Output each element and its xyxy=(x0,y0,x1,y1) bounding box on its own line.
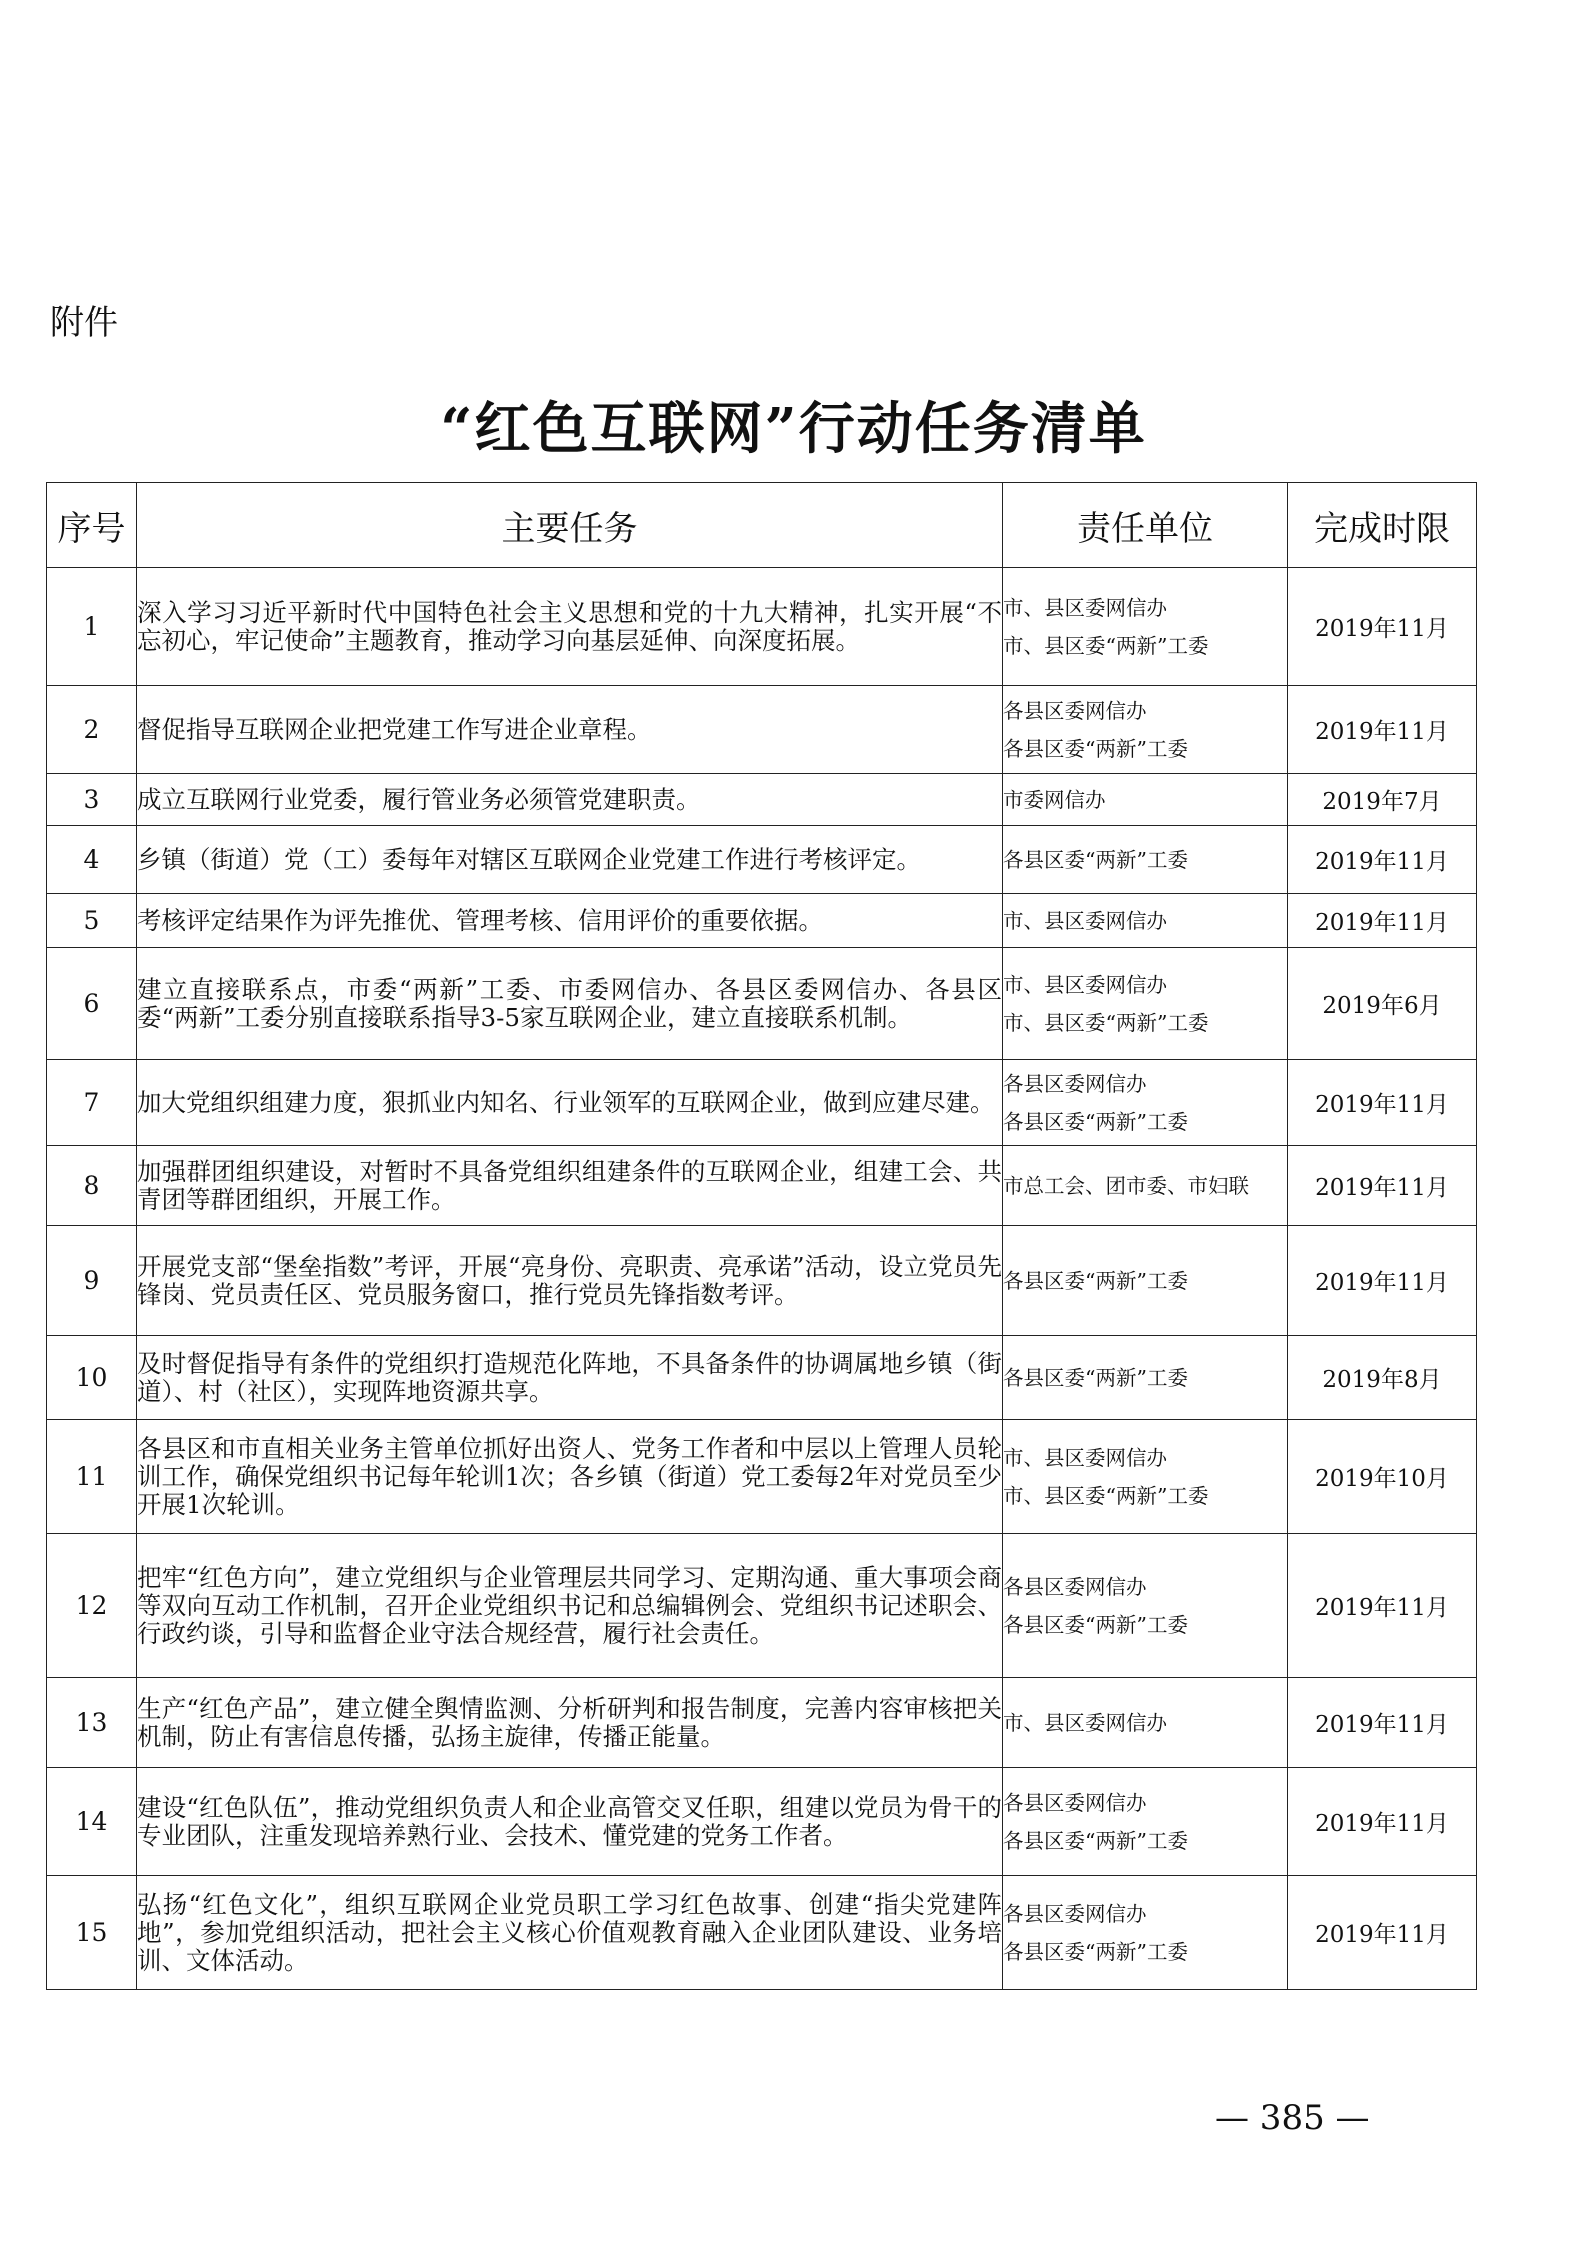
unit-line: 市、县区委“两新”工委 xyxy=(1003,1010,1209,1035)
unit-line: 各县区委“两新”工委 xyxy=(1003,1828,1188,1853)
document-title: “红色互联网”行动任务清单 xyxy=(440,396,1147,462)
attachment-label: 附件 xyxy=(50,303,118,343)
row-task: 督促指导互联网企业把党建工作写进企业章程。 xyxy=(137,686,1003,774)
row-number: 14 xyxy=(47,1768,137,1876)
row-unit xyxy=(1003,1060,1288,1146)
row-task: 成立互联网行业党委，履行管业务必须管党建职责。 xyxy=(137,774,1003,826)
row-number: 13 xyxy=(47,1678,137,1768)
row-deadline: 2019年11月 xyxy=(1288,1534,1477,1678)
table-row xyxy=(47,948,1477,1060)
row-task: 加强群团组织建设，对暂时不具备党组织组建条件的互联网企业，组建工会、共青团等群团组织，开展工作。 xyxy=(137,1146,1003,1226)
row-task: 加大党组织组建力度，狠抓业内知名、行业领军的互联网企业，做到应建尽建。 xyxy=(137,1060,1003,1146)
row-unit xyxy=(1003,568,1288,686)
row-task: 弘扬“红色文化”，组织互联网企业党员职工学习红色故事、创建“指尖党建阵地”，参加党组织活动，把社会主义核心价值观教育融入企业团队建设、业务培训、文体活动。 xyxy=(137,1876,1003,1990)
row-unit xyxy=(1003,1768,1288,1876)
unit-line: 各县区委网信办 xyxy=(1003,1574,1147,1599)
row-unit xyxy=(1003,894,1288,948)
unit-line: 市、县区委“两新”工委 xyxy=(1003,1483,1209,1508)
row-task: 把牢“红色方向”，建立党组织与企业管理层共同学习、定期沟通、重大事项会商等双向互动工作机制，召开企业党组织书记和总编辑例会、党组织书记述职会、行政约谈，引导和监督企业守法合规经营，履行社会责任。 xyxy=(137,1534,1003,1678)
row-number: 7 xyxy=(47,1060,137,1146)
row-number: 3 xyxy=(47,774,137,826)
row-number: 12 xyxy=(47,1534,137,1678)
unit-line: 市、县区委网信办 xyxy=(1003,1445,1167,1470)
row-unit xyxy=(1003,826,1288,894)
unit-line: 市、县区委网信办 xyxy=(1003,908,1167,933)
table-row xyxy=(47,1534,1477,1678)
row-number: 15 xyxy=(47,1876,137,1990)
row-number: 2 xyxy=(47,686,137,774)
page-number: — 385 — xyxy=(1215,2098,1370,2138)
header-no: 序号 xyxy=(47,483,137,568)
unit-line: 各县区委“两新”工委 xyxy=(1003,736,1188,761)
row-number: 9 xyxy=(47,1226,137,1336)
header-unit: 责任单位 xyxy=(1003,483,1288,568)
row-deadline: 2019年11月 xyxy=(1288,894,1477,948)
row-number: 10 xyxy=(47,1336,137,1420)
row-deadline: 2019年10月 xyxy=(1288,1420,1477,1534)
unit-line: 各县区委“两新”工委 xyxy=(1003,1939,1188,1964)
table-row xyxy=(47,894,1477,948)
row-deadline: 2019年8月 xyxy=(1288,1336,1477,1420)
row-deadline: 2019年7月 xyxy=(1288,774,1477,826)
unit-line: 市总工会、团市委、市妇联 xyxy=(1003,1173,1249,1198)
unit-line: 各县区委网信办 xyxy=(1003,1071,1147,1096)
row-unit xyxy=(1003,774,1288,826)
unit-line: 市、县区委网信办 xyxy=(1003,595,1167,620)
row-unit xyxy=(1003,1146,1288,1226)
table-header-row xyxy=(47,483,1477,568)
unit-line: 各县区委“两新”工委 xyxy=(1003,1612,1188,1637)
unit-line: 各县区委“两新”工委 xyxy=(1003,1268,1188,1293)
table-row xyxy=(47,686,1477,774)
row-deadline: 2019年11月 xyxy=(1288,1876,1477,1990)
row-deadline: 2019年11月 xyxy=(1288,1226,1477,1336)
row-unit xyxy=(1003,948,1288,1060)
row-deadline: 2019年11月 xyxy=(1288,1146,1477,1226)
unit-line: 市、县区委“两新”工委 xyxy=(1003,633,1209,658)
table-row xyxy=(47,1060,1477,1146)
row-task: 建立直接联系点，市委“两新”工委、市委网信办、各县区委网信办、各县区委“两新”工委分别直接联系指导3-5家互联网企业，建立直接联系机制。 xyxy=(137,948,1003,1060)
task-table xyxy=(46,482,1477,1990)
table-row xyxy=(47,1678,1477,1768)
row-deadline: 2019年6月 xyxy=(1288,948,1477,1060)
unit-line: 各县区委网信办 xyxy=(1003,1790,1147,1815)
row-unit xyxy=(1003,1226,1288,1336)
unit-line: 各县区委“两新”工委 xyxy=(1003,1109,1188,1134)
row-deadline: 2019年11月 xyxy=(1288,1678,1477,1768)
row-task: 及时督促指导有条件的党组织打造规范化阵地，不具备条件的协调属地乡镇（街道）、村（社区），实现阵地资源共享。 xyxy=(137,1336,1003,1420)
header-time: 完成时限 xyxy=(1288,483,1477,568)
header-task: 主要任务 xyxy=(137,483,1003,568)
table-row xyxy=(47,826,1477,894)
row-deadline: 2019年11月 xyxy=(1288,1768,1477,1876)
row-unit xyxy=(1003,1534,1288,1678)
row-deadline: 2019年11月 xyxy=(1288,568,1477,686)
table-body xyxy=(47,568,1477,1990)
table-row xyxy=(47,1146,1477,1226)
row-number: 5 xyxy=(47,894,137,948)
table-row xyxy=(47,1420,1477,1534)
row-task: 乡镇（街道）党（工）委每年对辖区互联网企业党建工作进行考核评定。 xyxy=(137,826,1003,894)
row-deadline: 2019年11月 xyxy=(1288,1060,1477,1146)
row-number: 4 xyxy=(47,826,137,894)
row-deadline: 2019年11月 xyxy=(1288,826,1477,894)
unit-line: 市、县区委网信办 xyxy=(1003,972,1167,997)
row-number: 11 xyxy=(47,1420,137,1534)
row-task: 深入学习习近平新时代中国特色社会主义思想和党的十九大精神，扎实开展“不忘初心，牢记使命”主题教育，推动学习向基层延伸、向深度拓展。 xyxy=(137,568,1003,686)
row-unit xyxy=(1003,1876,1288,1990)
row-number: 8 xyxy=(47,1146,137,1226)
row-number: 6 xyxy=(47,948,137,1060)
unit-line: 各县区委“两新”工委 xyxy=(1003,847,1188,872)
table-row xyxy=(47,774,1477,826)
unit-line: 各县区委“两新”工委 xyxy=(1003,1365,1188,1390)
table-row xyxy=(47,568,1477,686)
row-task: 各县区和市直相关业务主管单位抓好出资人、党务工作者和中层以上管理人员轮训工作，确保党组织书记每年轮训1次；各乡镇（街道）党工委每2年对党员至少开展1次轮训。 xyxy=(137,1420,1003,1534)
row-unit xyxy=(1003,1678,1288,1768)
unit-line: 市、县区委网信办 xyxy=(1003,1710,1167,1735)
row-task: 建设“红色队伍”，推动党组织负责人和企业高管交叉任职，组建以党员为骨干的专业团队，注重发现培养熟行业、会技术、懂党建的党务工作者。 xyxy=(137,1768,1003,1876)
row-unit xyxy=(1003,686,1288,774)
table-row xyxy=(47,1336,1477,1420)
unit-line: 市委网信办 xyxy=(1003,787,1106,812)
row-task: 考核评定结果作为评先推优、管理考核、信用评价的重要依据。 xyxy=(137,894,1003,948)
row-unit xyxy=(1003,1420,1288,1534)
row-task: 开展党支部“堡垒指数”考评，开展“亮身份、亮职责、亮承诺”活动，设立党员先锋岗、党员责任区、党员服务窗口，推行党员先锋指数考评。 xyxy=(137,1226,1003,1336)
row-unit xyxy=(1003,1336,1288,1420)
table-row xyxy=(47,1226,1477,1336)
unit-line: 各县区委网信办 xyxy=(1003,698,1147,723)
unit-line: 各县区委网信办 xyxy=(1003,1901,1147,1926)
table-row xyxy=(47,1768,1477,1876)
row-number: 1 xyxy=(47,568,137,686)
row-task: 生产“红色产品”，建立健全舆情监测、分析研判和报告制度，完善内容审核把关机制，防止有害信息传播，弘扬主旋律，传播正能量。 xyxy=(137,1678,1003,1768)
row-deadline: 2019年11月 xyxy=(1288,686,1477,774)
table-row xyxy=(47,1876,1477,1990)
